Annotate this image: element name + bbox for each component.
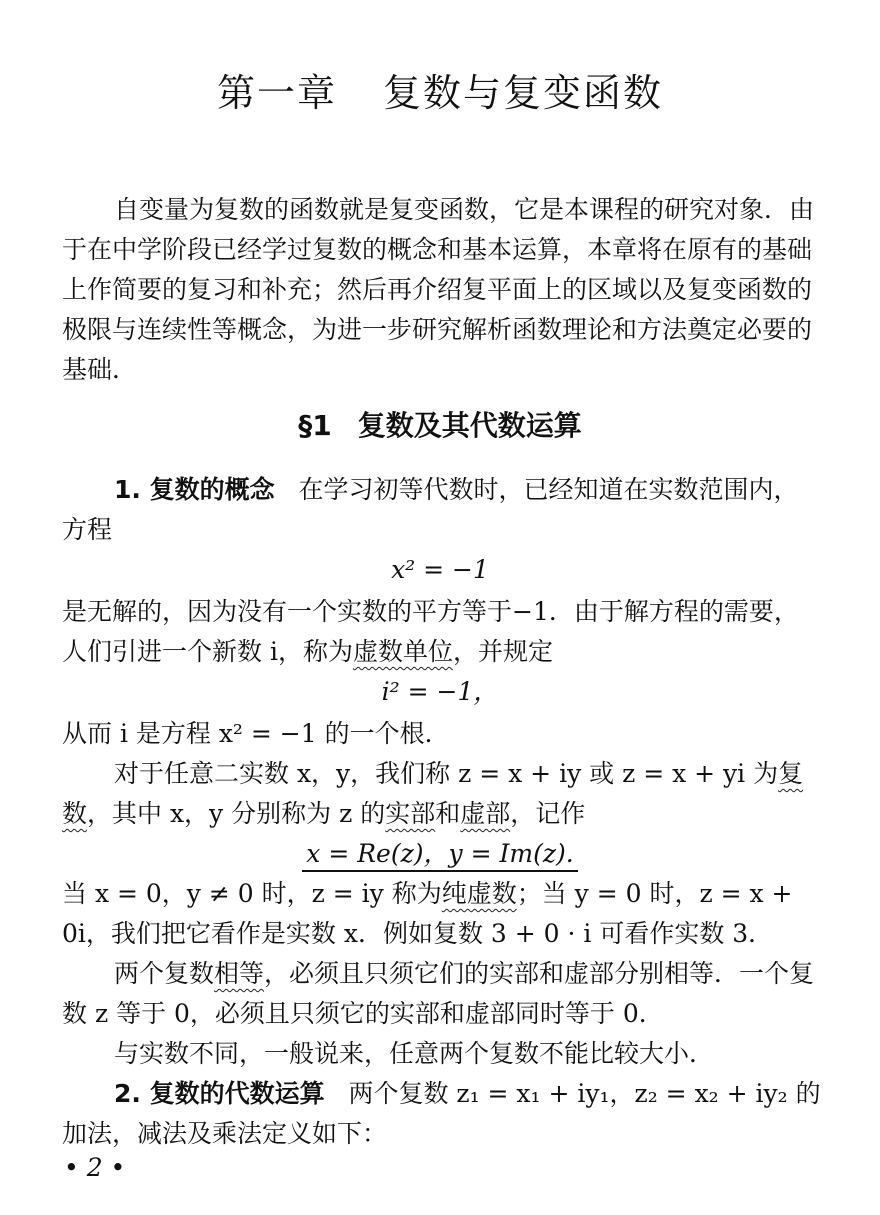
imaginary-unit-text-b: ，并规定 <box>452 637 553 666</box>
subsection-heading-2: 2. 复数的代数运算 <box>114 1079 325 1108</box>
term-pure-imaginary: 纯虚数 <box>441 879 517 908</box>
chapter-label: 第一章 <box>216 71 337 115</box>
pure-imag-text-b: ；当 y = 0 时，z = x + 0i，我们把它看作是实数 x．例如复数 3 + 0 · i 可看作实数 3． <box>62 879 793 948</box>
complex-def-text-b: ，其中 x，y 分别称为 z 的 <box>87 799 386 828</box>
equality-text-b: ，必须且只须它们的实部和虚部分别相等．一个复数 z 等于 0，必须且只须它的实部和虚部同时等于 0． <box>62 959 815 1028</box>
equality-paragraph <box>62 954 822 1034</box>
intro-paragraph: 自变量为复数的函数就是复变函数，它是本课程的研究对象．由于在中学阶段已经学过复数的概念和基本运算，本章将在原有的基础上作简要的复习和补充；然后再介绍复平面上的区域以及复变函数的极限与连续性等概念，为进一步研究解析函数理论和方法奠定必要的基础． <box>62 195 815 384</box>
pure-imag-text-a: 当 x = 0，y ≠ 0 时，z = iy 称为 <box>62 879 442 908</box>
term-complex-number: 复数 <box>62 759 804 828</box>
subsection-heading-1: 1. 复数的概念 <box>114 475 275 504</box>
complex-def-text-d: ，记作 <box>510 799 586 828</box>
chapter-title <box>0 62 880 117</box>
term-real-part: 实部 <box>385 799 436 828</box>
root-paragraph: 从而 i 是方程 x² = −1 的一个根． <box>62 719 450 748</box>
section-title <box>0 404 880 444</box>
equation-re-im <box>0 834 880 874</box>
operations-text: 两个复数 z₁ = x₁ + iy₁，z₂ = x₂ + iy₂ 的加法，减法及乘法定义如下： <box>62 1079 821 1148</box>
equation-i-squared: i² = −1， <box>381 677 499 706</box>
concept-text: 在学习初等代数时，已经知道在实数范围内，方程 <box>62 475 799 544</box>
complex-def-text-c: 和 <box>435 799 461 828</box>
section-number: §1 <box>298 409 332 442</box>
imaginary-unit-paragraph <box>62 592 822 672</box>
complex-def-text-a: 对于任意二实数 x，y，我们称 z = x + iy 或 z = x + yi 为 <box>114 759 779 788</box>
page-number: • 2 • <box>64 1153 126 1182</box>
complex-definition-paragraph <box>62 754 822 834</box>
term-imaginary-part: 虚部 <box>460 799 511 828</box>
term-equal: 相等 <box>214 959 265 988</box>
equation-x-squared: x² = −1 <box>391 555 489 584</box>
operations-paragraph <box>62 1074 822 1154</box>
imaginary-unit-text-a: 是无解的，因为没有一个实数的平方等于−1．由于解方程的需要，人们引进一个新数 i，称为 <box>62 597 799 666</box>
equation-re-im-text: x = Re(z)，y = Im(z). <box>302 839 577 872</box>
comparison-paragraph: 与实数不同，一般说来，任意两个复数不能比较大小． <box>114 1039 715 1068</box>
concept-paragraph <box>62 470 822 550</box>
equality-text-a: 两个复数 <box>114 959 215 988</box>
chapter-name: 复数与复变函数 <box>383 71 664 115</box>
section-name: 复数及其代数运算 <box>357 409 582 442</box>
term-imaginary-unit: 虚数单位 <box>352 637 453 666</box>
pure-imaginary-paragraph <box>62 874 822 954</box>
